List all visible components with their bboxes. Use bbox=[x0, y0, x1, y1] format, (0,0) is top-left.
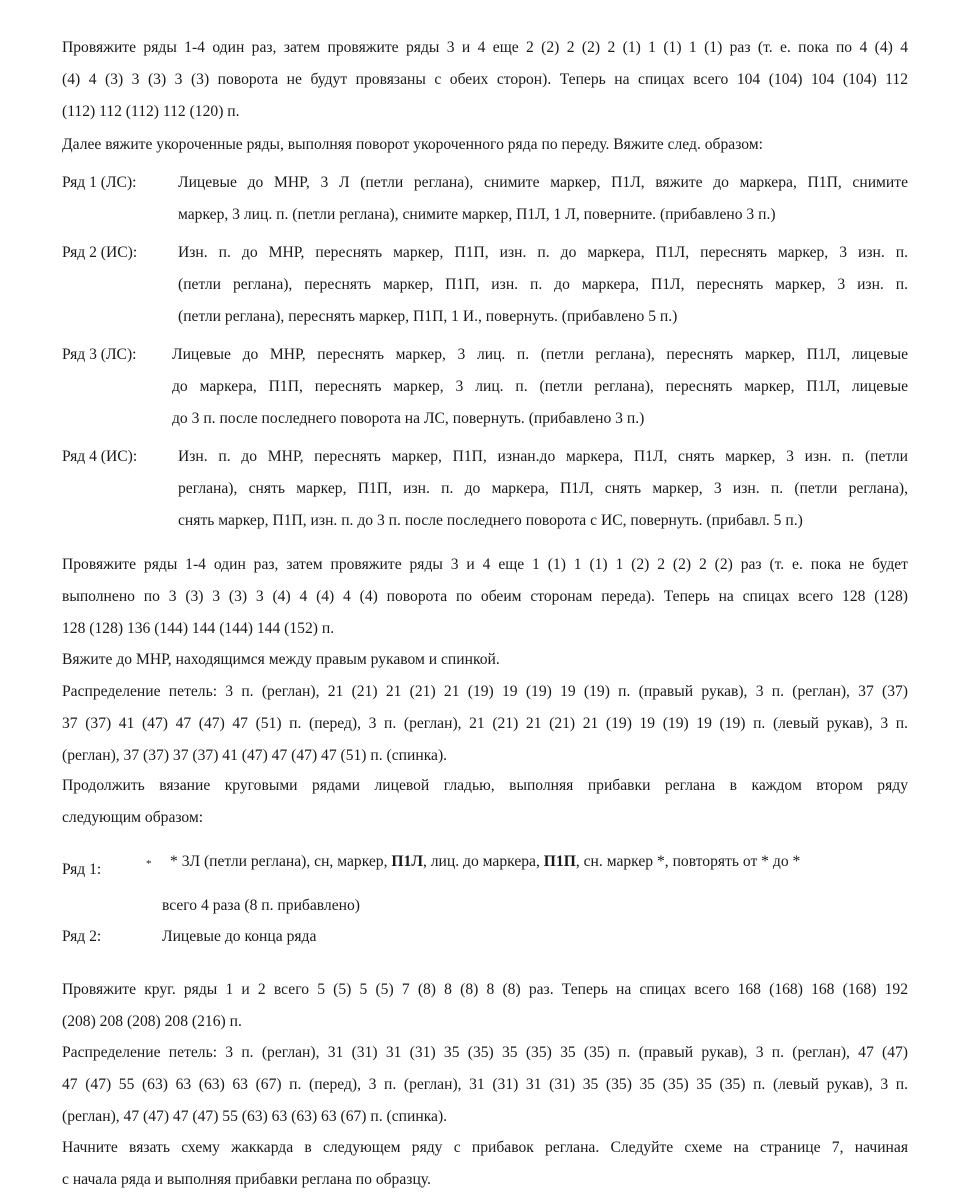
row-instruction-line: до 3 п. после последнего поворота на ЛС, повернуть. (прибавлено 3 п.) bbox=[172, 410, 645, 427]
paragraph-line: (4) 4 (3) 3 (3) 3 (3) поворота не будут провязаны с обеих сторон). Теперь на спицах всего 104 (104) 104 (104) 112 bbox=[62, 71, 908, 88]
paragraph-line: Распределение петель: 3 п. (реглан), 21 (21) 21 (21) 21 (19) 19 (19) 19 (19) п. (правый рукав), 3 п. (реглан), 37 (37) bbox=[62, 683, 908, 700]
instruction-text: , лиц. до маркера, bbox=[422, 853, 544, 870]
row-instruction-line: до маркера, П1П, переснять маркер, 3 лиц. п. (петли реглана), переснять маркер, П1Л, лицевые bbox=[172, 378, 908, 395]
paragraph-line: Распределение петель: 3 п. (реглан), 31 (31) 31 (31) 35 (35) 35 (35) 35 (35) п. (правый рукав), 3 п. (реглан), 47 (47) bbox=[62, 1044, 908, 1061]
row-label: Ряд 1 (ЛС): bbox=[62, 174, 137, 191]
paragraph-line: Провяжите круг. ряды 1 и 2 всего 5 (5) 5 (5) 7 (8) 8 (8) 8 (8) раз. Теперь на спицах всего 168 (168) 168 (168) 192 bbox=[62, 981, 908, 998]
paragraph-line: 37 (37) 41 (47) 47 (47) 47 (51) п. (перед), 3 п. (реглан), 21 (21) 21 (21) 21 (19) 19 (19) 19 (19) п. (левый рукав), 3 п. bbox=[62, 715, 908, 732]
row-label: Ряд 2 (ИС): bbox=[62, 244, 138, 261]
row-instruction-line: реглана), снять маркер, П1П, изн. п. до маркера, П1Л, снять маркер, 3 изн. п. (петли реглана), bbox=[178, 480, 908, 497]
row-instruction-line: (петли реглана), переснять маркер, П1П, изн. п. до маркера, П1Л, переснять маркер, 3 изн. п. bbox=[178, 276, 908, 293]
row-label: Ряд 4 (ИС): bbox=[62, 448, 138, 465]
stitch-abbreviation: П1П bbox=[543, 853, 576, 870]
stitch-abbreviation: П1Л bbox=[391, 853, 423, 870]
paragraph-line: 47 (47) 55 (63) 63 (63) 63 (67) п. (перед), 3 п. (реглан), 31 (31) 31 (31) 35 (35) 35 (35) 35 (35) п. (левый рукав), 3 п. bbox=[62, 1076, 908, 1093]
row-instruction-line: снять маркер, П1П, изн. п. до 3 п. после последнего поворота с ИС, повернуть. (прибавл. 5 п.) bbox=[178, 512, 803, 529]
paragraph-line: (112) 112 (112) 112 (120) п. bbox=[62, 103, 240, 120]
paragraph-line: (реглан), 47 (47) 47 (47) 55 (63) 63 (63) 63 (67) п. (спинка). bbox=[62, 1108, 448, 1125]
paragraph-line: (208) 208 (208) 208 (216) п. bbox=[62, 1013, 242, 1030]
paragraph-line: Провяжите ряды 1-4 один раз, затем провяжите ряды 3 и 4 еще 1 (1) 1 (1) 1 (2) 2 (2) 2 (2) раз (т. е. пока не будет bbox=[62, 556, 908, 573]
paragraph-line: Далее вяжите укороченные ряды, выполняя поворот укороченного ряда по переду. Вяжите след. образом: bbox=[62, 136, 763, 153]
paragraph-line: выполнено по 3 (3) 3 (3) 3 (4) 4 (4) 4 (4) поворота по обеим сторонам переда). Теперь на спицах всего 128 (128) bbox=[62, 588, 908, 605]
paragraph-line: (реглан), 37 (37) 37 (37) 41 (47) 47 (47) 47 (51) п. (спинка). bbox=[62, 747, 448, 764]
row-instruction-line: маркер, 3 лиц. п. (петли реглана), снимите маркер, П1Л, 1 Л, поверните. (прибавлено 3 п.) bbox=[178, 206, 776, 223]
row-instruction-line: всего 4 раза (8 п. прибавлено) bbox=[162, 897, 360, 914]
instruction-text: * 3Л (петли реглана), сн, маркер, bbox=[170, 853, 392, 870]
row-instruction-line: Изн. п. до МНР, переснять маркер, П1П, изн. п. до маркера, П1Л, переснять маркер, 3 изн. п. bbox=[178, 244, 908, 261]
row-label: Ряд 3 (ЛС): bbox=[62, 346, 137, 363]
paragraph-line: 128 (128) 136 (144) 144 (144) 144 (152) п. bbox=[62, 620, 335, 637]
paragraph-line: Провяжите ряды 1-4 один раз, затем провяжите ряды 3 и 4 еще 2 (2) 2 (2) 2 (1) 1 (1) 1 (1) раз (т. е. пока по 4 (4) 4 bbox=[62, 39, 908, 56]
paragraph-line: с начала ряда и выполняя прибавки реглана по образцу. bbox=[62, 1171, 431, 1188]
row-label: Ряд 1: bbox=[62, 861, 102, 878]
row-instruction-line: Лицевые до МНР, переснять маркер, 3 лиц. п. (петли реглана), переснять маркер, П1Л, лицевые bbox=[172, 346, 908, 363]
row-instruction-line: Изн. п. до МНР, переснять маркер, П1П, изнан.до маркера, П1Л, снять маркер, 3 изн. п. (петли bbox=[178, 448, 908, 465]
instruction-text: , сн. маркер *, повторять от * до * bbox=[575, 853, 801, 870]
row-instruction-line: Лицевые до МНР, 3 Л (петли реглана), снимите маркер, П1Л, вяжите до маркера, П1П, снимите bbox=[178, 174, 908, 191]
row-instruction-line: (петли реглана), переснять маркер, П1П, 1 И., повернуть. (прибавлено 5 п.) bbox=[178, 308, 678, 325]
asterisk-marker: * bbox=[146, 858, 152, 870]
paragraph-line: Продолжить вязание круговыми рядами лицевой гладью, выполняя прибавки реглана в каждом втором ряду bbox=[62, 777, 908, 794]
paragraph-line: Начните вязать схему жаккарда в следующем ряду с прибавок реглана. Следуйте схеме на странице 7, начиная bbox=[62, 1139, 908, 1156]
row-instruction-line: Лицевые до конца ряда bbox=[162, 928, 317, 945]
row-instruction-line bbox=[170, 852, 800, 872]
row-label: Ряд 2: bbox=[62, 928, 102, 945]
paragraph-line: следующим образом: bbox=[62, 809, 204, 826]
paragraph-line: Вяжите до МНР, находящимся между правым рукавом и спинкой. bbox=[62, 651, 500, 668]
